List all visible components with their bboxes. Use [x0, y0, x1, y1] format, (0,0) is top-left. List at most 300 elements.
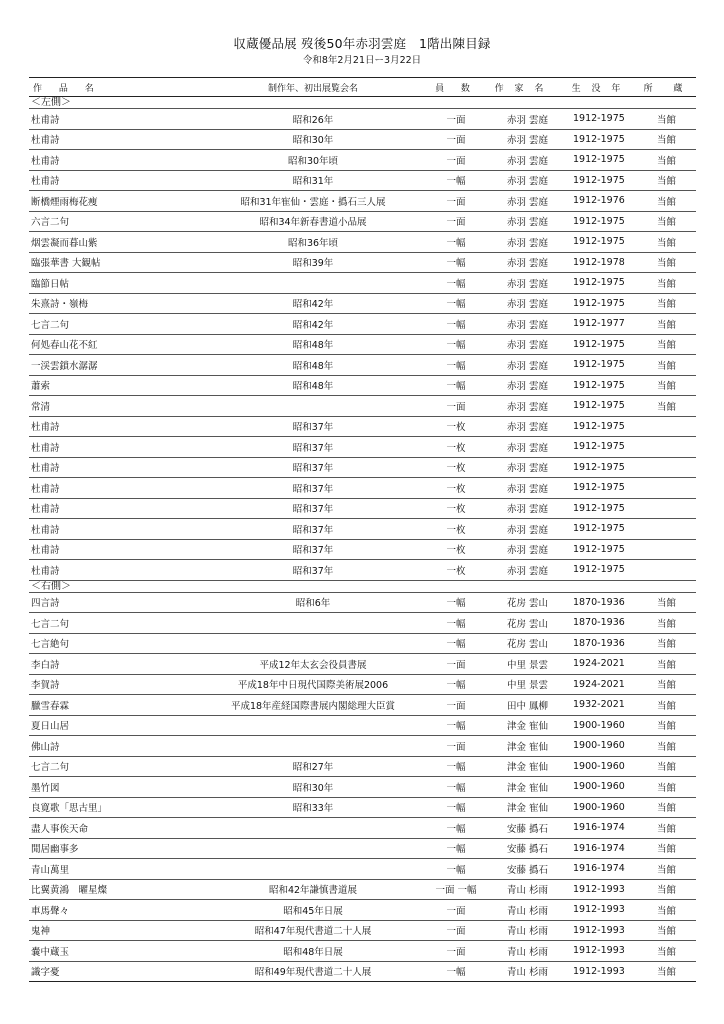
artist-lifespan: 1900-1960 [557, 736, 639, 757]
owner: 当館 [639, 109, 696, 130]
work-year: 昭和48年日展 [199, 941, 427, 962]
owner [639, 478, 696, 499]
owner: 当館 [639, 150, 696, 171]
artist-lifespan: 1924-2021 [557, 654, 639, 675]
table-row [29, 334, 696, 355]
artist-lifespan: 1916-1974 [557, 838, 639, 859]
section-label: ＜右側＞ [29, 580, 696, 592]
artist-lifespan: 1912-1978 [557, 252, 639, 273]
work-name: 杜甫詩 [29, 519, 199, 540]
work-count: 一幅 [427, 818, 485, 839]
owner: 当館 [639, 838, 696, 859]
owner [639, 560, 696, 581]
owner: 当館 [639, 592, 696, 613]
artist-name: 赤羽 雲庭 [485, 273, 557, 294]
work-count: 一幅 [427, 633, 485, 654]
artist-name: 青山 杉雨 [485, 941, 557, 962]
artist-name: 赤羽 雲庭 [485, 252, 557, 273]
column-header-lifespan: 生 没 年 [557, 78, 639, 97]
work-name: 朱熹詩・嶺梅 [29, 293, 199, 314]
work-name: 四言詩 [29, 592, 199, 613]
table-row [29, 695, 696, 716]
work-name: 杜甫詩 [29, 560, 199, 581]
artist-lifespan: 1870-1936 [557, 613, 639, 634]
table-row [29, 314, 696, 335]
work-name: 杜甫詩 [29, 539, 199, 560]
owner: 当館 [639, 818, 696, 839]
work-year: 昭和33年 [199, 797, 427, 818]
artist-name: 花房 雲山 [485, 592, 557, 613]
artist-name: 赤羽 雲庭 [485, 498, 557, 519]
artist-lifespan: 1912-1975 [557, 498, 639, 519]
work-year: 昭和30年 [199, 129, 427, 150]
table-row [29, 437, 696, 458]
table-row [29, 633, 696, 654]
artist-lifespan: 1912-1975 [557, 129, 639, 150]
artist-name: 赤羽 雲庭 [485, 457, 557, 478]
artist-lifespan: 1912-1975 [557, 232, 639, 253]
column-header-count: 員 数 [427, 78, 485, 97]
work-count: 一幅 [427, 334, 485, 355]
table-row [29, 756, 696, 777]
artist-name: 赤羽 雲庭 [485, 170, 557, 191]
table-row [29, 674, 696, 695]
artist-lifespan: 1912-1975 [557, 539, 639, 560]
owner: 当館 [639, 314, 696, 335]
owner: 当館 [639, 613, 696, 634]
work-year: 平成12年太玄会役員書展 [199, 654, 427, 675]
work-name: 杜甫詩 [29, 478, 199, 499]
artist-name: 赤羽 雲庭 [485, 375, 557, 396]
work-year: 昭和27年 [199, 756, 427, 777]
artist-lifespan: 1916-1974 [557, 859, 639, 880]
artist-name: 赤羽 雲庭 [485, 293, 557, 314]
work-name: 臘雪春霖 [29, 695, 199, 716]
artist-lifespan: 1912-1975 [557, 170, 639, 191]
artist-name: 安藤 撝石 [485, 838, 557, 859]
work-name: 臨節日帖 [29, 273, 199, 294]
artist-name: 津金 寉仙 [485, 736, 557, 757]
work-count: 一幅 [427, 859, 485, 880]
work-name: 閒居幽事多 [29, 838, 199, 859]
work-count: 一枚 [427, 539, 485, 560]
table-row [29, 592, 696, 613]
owner: 当館 [639, 674, 696, 695]
work-name: 杜甫詩 [29, 457, 199, 478]
work-year: 昭和39年 [199, 252, 427, 273]
artist-lifespan: 1916-1974 [557, 818, 639, 839]
artist-lifespan: 1912-1975 [557, 334, 639, 355]
table-header-row [29, 78, 696, 97]
artist-lifespan: 1900-1960 [557, 756, 639, 777]
work-name: 李白詩 [29, 654, 199, 675]
owner: 当館 [639, 920, 696, 941]
artist-lifespan: 1912-1975 [557, 293, 639, 314]
artist-name: 赤羽 雲庭 [485, 191, 557, 212]
work-name: 六言二句 [29, 211, 199, 232]
artist-name: 赤羽 雲庭 [485, 211, 557, 232]
work-year: 昭和37年 [199, 498, 427, 519]
artist-name: 赤羽 雲庭 [485, 314, 557, 335]
work-count: 一面 [427, 109, 485, 130]
work-count: 一面 [427, 695, 485, 716]
work-year: 昭和34年新春書道小品展 [199, 211, 427, 232]
artist-name: 赤羽 雲庭 [485, 539, 557, 560]
work-count: 一面 [427, 941, 485, 962]
work-year: 昭和42年 [199, 293, 427, 314]
table-row [29, 273, 696, 294]
artist-name: 津金 寉仙 [485, 756, 557, 777]
work-year: 昭和37年 [199, 560, 427, 581]
artist-name: 安藤 撝石 [485, 818, 557, 839]
work-count: 一幅 [427, 355, 485, 376]
owner: 当館 [639, 334, 696, 355]
table-row [29, 129, 696, 150]
section-header-row [29, 97, 696, 109]
owner: 当館 [639, 633, 696, 654]
work-year: 昭和26年 [199, 109, 427, 130]
work-count: 一幅 [427, 592, 485, 613]
work-count: 一枚 [427, 560, 485, 581]
work-name: 盡人事俟天命 [29, 818, 199, 839]
artist-name: 赤羽 雲庭 [485, 416, 557, 437]
section-label: ＜左側＞ [29, 97, 696, 109]
work-name: 比翼黄鴻 曜星燦 [29, 879, 199, 900]
work-year: 昭和48年 [199, 334, 427, 355]
work-year: 昭和37年 [199, 519, 427, 540]
artist-lifespan: 1912-1975 [557, 355, 639, 376]
work-year: 昭和37年 [199, 457, 427, 478]
table-row [29, 920, 696, 941]
column-header-name: 作 品 名 [29, 78, 199, 97]
work-count: 一枚 [427, 519, 485, 540]
work-year: 昭和30年頃 [199, 150, 427, 171]
table-row [29, 879, 696, 900]
artist-name: 津金 寉仙 [485, 715, 557, 736]
owner [639, 519, 696, 540]
work-count: 一面 [427, 396, 485, 417]
work-count: 一面 [427, 129, 485, 150]
work-count: 一面 [427, 150, 485, 171]
table-row [29, 613, 696, 634]
work-year [199, 818, 427, 839]
work-count: 一幅 [427, 961, 485, 982]
artist-lifespan: 1912-1975 [557, 396, 639, 417]
artist-name: 田中 鳳柳 [485, 695, 557, 716]
work-name: 李賀詩 [29, 674, 199, 695]
table-row [29, 211, 696, 232]
work-count: 一面 一幅 [427, 879, 485, 900]
table-row [29, 859, 696, 880]
work-year: 平成18年産経国際書展内閣総理大臣賞 [199, 695, 427, 716]
owner: 当館 [639, 859, 696, 880]
table-row [29, 396, 696, 417]
table-row [29, 736, 696, 757]
table-row [29, 416, 696, 437]
artist-lifespan: 1912-1975 [557, 273, 639, 294]
work-year: 昭和31年寉仙・雲庭・撝石三人展 [199, 191, 427, 212]
work-name: 七言二句 [29, 613, 199, 634]
artist-lifespan: 1912-1993 [557, 879, 639, 900]
work-count: 一幅 [427, 613, 485, 634]
work-name: 識字憂 [29, 961, 199, 982]
work-name: 杜甫詩 [29, 129, 199, 150]
artist-lifespan: 1932-2021 [557, 695, 639, 716]
work-year [199, 613, 427, 634]
work-year: 昭和37年 [199, 478, 427, 499]
artist-name: 赤羽 雲庭 [485, 109, 557, 130]
work-year: 昭和36年頃 [199, 232, 427, 253]
work-year [199, 715, 427, 736]
work-year: 昭和48年 [199, 355, 427, 376]
work-name: 蕭索 [29, 375, 199, 396]
work-year [199, 736, 427, 757]
work-count: 一面 [427, 654, 485, 675]
table-row [29, 715, 696, 736]
table-row [29, 375, 696, 396]
work-year [199, 633, 427, 654]
artist-lifespan: 1912-1977 [557, 314, 639, 335]
work-count: 一幅 [427, 293, 485, 314]
artist-lifespan: 1900-1960 [557, 797, 639, 818]
work-name: 杜甫詩 [29, 109, 199, 130]
work-year: 昭和37年 [199, 437, 427, 458]
artist-name: 青山 杉雨 [485, 879, 557, 900]
work-name: 鬼神 [29, 920, 199, 941]
column-header-artist: 作 家 名 [485, 78, 557, 97]
work-count: 一幅 [427, 273, 485, 294]
work-count: 一幅 [427, 674, 485, 695]
exhibition-dates: 令和8年2月21日ー3月22日 [302, 55, 422, 66]
artist-lifespan: 1900-1960 [557, 715, 639, 736]
work-year: 昭和42年 [199, 314, 427, 335]
work-count: 一面 [427, 920, 485, 941]
artist-lifespan: 1912-1975 [557, 560, 639, 581]
table-row [29, 519, 696, 540]
owner: 当館 [639, 715, 696, 736]
owner [639, 416, 696, 437]
owner: 当館 [639, 961, 696, 982]
work-year [199, 859, 427, 880]
work-name: 臨張華書 大観帖 [29, 252, 199, 273]
work-name: 車馬聲々 [29, 900, 199, 921]
artist-name: 青山 杉雨 [485, 961, 557, 982]
work-count: 一幅 [427, 777, 485, 798]
artist-lifespan: 1912-1975 [557, 457, 639, 478]
work-count: 一幅 [427, 375, 485, 396]
artist-name: 赤羽 雲庭 [485, 560, 557, 581]
artist-name: 赤羽 雲庭 [485, 334, 557, 355]
artist-lifespan: 1900-1960 [557, 777, 639, 798]
artist-name: 赤羽 雲庭 [485, 150, 557, 171]
table-row [29, 478, 696, 499]
table-row [29, 109, 696, 130]
table-row [29, 252, 696, 273]
artist-name: 中里 景雲 [485, 674, 557, 695]
owner: 当館 [639, 695, 696, 716]
artist-lifespan: 1912-1975 [557, 109, 639, 130]
work-count: 一幅 [427, 838, 485, 859]
artist-lifespan: 1912-1975 [557, 150, 639, 171]
work-name: 何処春山花不紅 [29, 334, 199, 355]
table-row [29, 539, 696, 560]
artist-name: 青山 杉雨 [485, 920, 557, 941]
owner: 当館 [639, 654, 696, 675]
work-count: 一面 [427, 211, 485, 232]
artist-name: 中里 景雲 [485, 654, 557, 675]
work-name: 断橋煙雨梅花痩 [29, 191, 199, 212]
work-count: 一幅 [427, 797, 485, 818]
owner: 当館 [639, 941, 696, 962]
work-name: 七言二句 [29, 756, 199, 777]
work-year: 昭和42年謙慎書道展 [199, 879, 427, 900]
owner: 当館 [639, 170, 696, 191]
work-count: 一面 [427, 900, 485, 921]
owner [639, 539, 696, 560]
work-count: 一枚 [427, 457, 485, 478]
owner: 当館 [639, 232, 696, 253]
work-name: 杜甫詩 [29, 437, 199, 458]
table-row [29, 838, 696, 859]
artist-name: 赤羽 雲庭 [485, 355, 557, 376]
table-row [29, 232, 696, 253]
catalog-table [29, 77, 696, 982]
table-row [29, 498, 696, 519]
owner: 当館 [639, 900, 696, 921]
work-name: 墨竹図 [29, 777, 199, 798]
work-name: 杜甫詩 [29, 416, 199, 437]
artist-name: 赤羽 雲庭 [485, 396, 557, 417]
artist-name: 赤羽 雲庭 [485, 129, 557, 150]
table-row [29, 191, 696, 212]
artist-lifespan: 1924-2021 [557, 674, 639, 695]
work-count: 一枚 [427, 437, 485, 458]
work-year: 平成18年中日現代国際美術展2006 [199, 674, 427, 695]
work-count: 一幅 [427, 232, 485, 253]
work-name: 佛山詩 [29, 736, 199, 757]
table-row [29, 818, 696, 839]
work-year: 昭和49年現代書道二十人展 [199, 961, 427, 982]
work-count: 一幅 [427, 715, 485, 736]
table-row [29, 654, 696, 675]
artist-lifespan: 1912-1993 [557, 941, 639, 962]
artist-name: 安藤 撝石 [485, 859, 557, 880]
work-name: 一渓雲鎖水潺潺 [29, 355, 199, 376]
work-year [199, 396, 427, 417]
artist-name: 赤羽 雲庭 [485, 437, 557, 458]
owner: 当館 [639, 736, 696, 757]
owner: 当館 [639, 252, 696, 273]
owner: 当館 [639, 375, 696, 396]
artist-lifespan: 1912-1975 [557, 437, 639, 458]
artist-lifespan: 1912-1993 [557, 900, 639, 921]
artist-lifespan: 1912-1993 [557, 920, 639, 941]
work-count: 一枚 [427, 416, 485, 437]
owner: 当館 [639, 756, 696, 777]
work-count: 一面 [427, 191, 485, 212]
artist-lifespan: 1870-1936 [557, 592, 639, 613]
table-row [29, 170, 696, 191]
table-row [29, 150, 696, 171]
work-name: 杜甫詩 [29, 498, 199, 519]
owner [639, 498, 696, 519]
owner: 当館 [639, 273, 696, 294]
work-name: 常清 [29, 396, 199, 417]
work-name: 杜甫詩 [29, 170, 199, 191]
work-name: 七言二句 [29, 314, 199, 335]
owner: 当館 [639, 396, 696, 417]
work-count: 一枚 [427, 498, 485, 519]
artist-name: 津金 寉仙 [485, 777, 557, 798]
work-count: 一幅 [427, 756, 485, 777]
owner [639, 457, 696, 478]
table-row [29, 560, 696, 581]
work-name: 嚢中蔵玉 [29, 941, 199, 962]
work-year: 昭和6年 [199, 592, 427, 613]
work-name: 良寛歌「思古里」 [29, 797, 199, 818]
owner: 当館 [639, 777, 696, 798]
table-row [29, 777, 696, 798]
column-header-owner: 所 蔵 [639, 78, 696, 97]
artist-name: 花房 雲山 [485, 613, 557, 634]
artist-name: 青山 杉雨 [485, 900, 557, 921]
column-header-year: 制作年、初出展覧会名 [199, 78, 427, 97]
work-year [199, 273, 427, 294]
artist-name: 赤羽 雲庭 [485, 519, 557, 540]
work-year: 昭和48年 [199, 375, 427, 396]
work-year: 昭和45年日展 [199, 900, 427, 921]
page-title: 収蔵優品展 歿後50年赤羽雲庭 1階出陳目録 [233, 36, 491, 51]
artist-lifespan: 1912-1975 [557, 519, 639, 540]
work-year: 昭和30年 [199, 777, 427, 798]
work-count: 一枚 [427, 478, 485, 499]
table-row [29, 941, 696, 962]
owner: 当館 [639, 211, 696, 232]
artist-lifespan: 1870-1936 [557, 633, 639, 654]
owner: 当館 [639, 879, 696, 900]
artist-name: 津金 寉仙 [485, 797, 557, 818]
artist-lifespan: 1912-1975 [557, 211, 639, 232]
owner: 当館 [639, 355, 696, 376]
table-row [29, 293, 696, 314]
work-name: 烟雲凝而暮山紫 [29, 232, 199, 253]
work-name: 杜甫詩 [29, 150, 199, 171]
artist-lifespan: 1912-1976 [557, 191, 639, 212]
work-count: 一幅 [427, 170, 485, 191]
owner: 当館 [639, 293, 696, 314]
work-count: 一面 [427, 736, 485, 757]
work-count: 一幅 [427, 252, 485, 273]
artist-name: 花房 雲山 [485, 633, 557, 654]
catalog-body [29, 97, 696, 982]
work-name: 七言絶句 [29, 633, 199, 654]
work-year: 昭和31年 [199, 170, 427, 191]
table-row [29, 961, 696, 982]
work-year: 昭和37年 [199, 539, 427, 560]
table-row [29, 457, 696, 478]
artist-name: 赤羽 雲庭 [485, 478, 557, 499]
artist-lifespan: 1912-1975 [557, 375, 639, 396]
table-row [29, 797, 696, 818]
artist-name: 赤羽 雲庭 [485, 232, 557, 253]
work-name: 青山萬里 [29, 859, 199, 880]
work-year: 昭和37年 [199, 416, 427, 437]
work-year: 昭和47年現代書道二十人展 [199, 920, 427, 941]
artist-lifespan: 1912-1993 [557, 961, 639, 982]
work-name: 夏日山居 [29, 715, 199, 736]
artist-lifespan: 1912-1975 [557, 478, 639, 499]
owner: 当館 [639, 129, 696, 150]
